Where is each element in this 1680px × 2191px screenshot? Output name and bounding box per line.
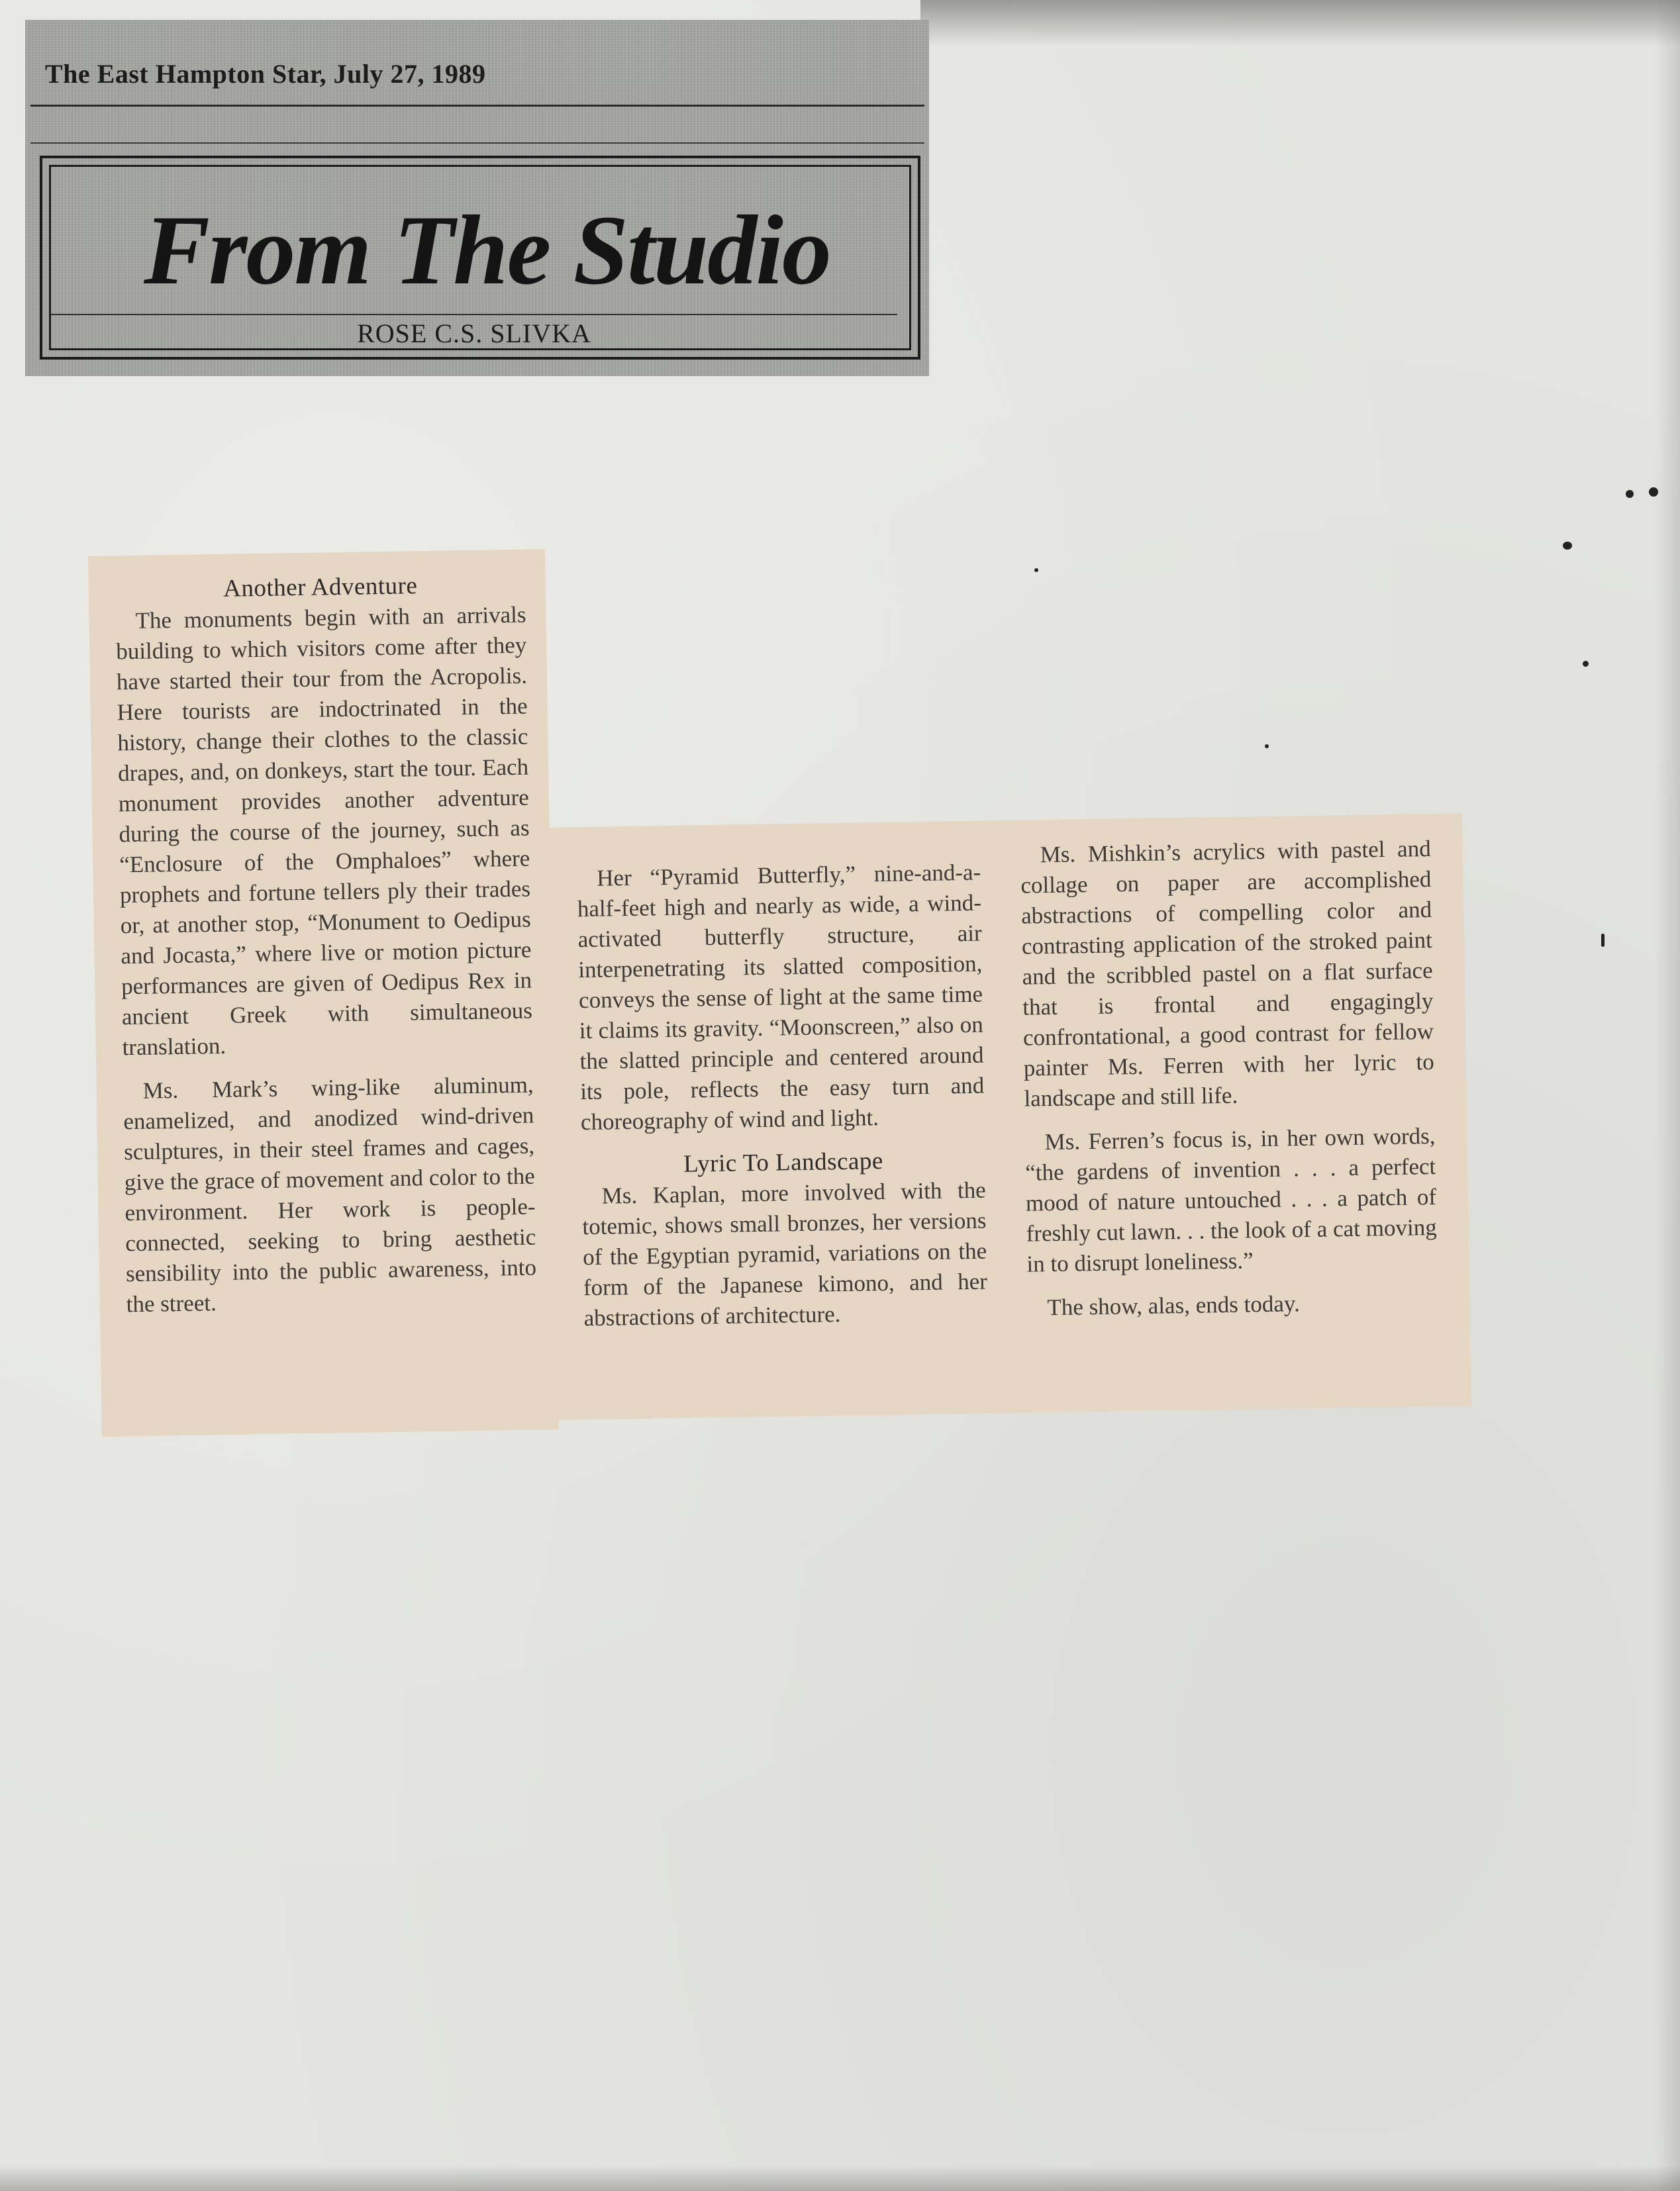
article-column-1 bbox=[115, 569, 537, 1320]
publication-line: The East Hampton Star, July 27, 1989 bbox=[45, 59, 486, 89]
byline: ROSE C.S. SLIVKA bbox=[357, 318, 591, 348]
paragraph: Her “Pyramid Butterfly,” nine-and-a-half-feet high and nearly as wide, a wind-activated butterfly structure, air interpenetrating its slatted composition, conveys the sense of light at the same time it claims its gravity. “Moonscreen,” also on the slatted principle and centered around its pole, reflects the easy turn and choreography of wind and light. bbox=[577, 859, 985, 1136]
scan-speck bbox=[1265, 744, 1269, 748]
scan-speck bbox=[1583, 661, 1589, 667]
masthead-clipping bbox=[25, 20, 929, 376]
article-clipping-left bbox=[88, 549, 559, 1437]
byline-rule bbox=[51, 314, 897, 315]
scan-speck bbox=[1601, 934, 1605, 947]
scan-shadow-top bbox=[920, 0, 1680, 46]
column-title-frame bbox=[40, 156, 920, 360]
paragraph: Ms. Mark’s wing-like aluminum, enamelized, and anodized wind-driven sculptures, in their steel frames and cages, give the grace of movement and color to the environment. Her work is people-connected, seeking to bring aesthetic sensibility into the public awareness, into the street. bbox=[123, 1071, 537, 1318]
scan-shadow-right bbox=[1655, 0, 1680, 2191]
paragraph: Ms. Mishkin’s acrylics with pastel and collage on paper are accomplished abstractions of compelling color and contrasting application of the stroked paint and the scribbled pastel on a flat surface that is frontal and engagingly confrontational, a good contrast for fellow painter Ms. Ferren with her lyric to landscape and still life. bbox=[1020, 835, 1435, 1112]
column-title: From The Studio bbox=[144, 195, 830, 305]
section-heading-lyric-to-landscape: Lyric To Landscape bbox=[683, 1147, 884, 1178]
article-clipping-right bbox=[543, 813, 1471, 1420]
scan-speck bbox=[1563, 542, 1572, 550]
paragraph: Ms. Ferren’s focus is, in her own words, “the gardens of invention . . . a perfect mood of nature untouched . . . a patch of freshly cut lawn. . . the look of a cat moving in to disrupt loneliness.” bbox=[1024, 1122, 1437, 1277]
paragraph: Ms. Kaplan, more involved with the totemic, shows small bronzes, her versions of the Egyptian pyramid, variations on the form of the Japanese kimono, and her abstractions of architecture. bbox=[582, 1177, 988, 1332]
masthead-rule bbox=[30, 105, 924, 107]
scan-shadow-bottom bbox=[0, 2165, 1680, 2191]
column-title-frame-inner bbox=[49, 165, 911, 350]
scan-speck bbox=[1649, 487, 1658, 497]
paragraph: The show, alas, ends today. bbox=[1047, 1290, 1301, 1321]
section-heading-another-adventure: Another Adventure bbox=[222, 572, 418, 603]
scan-speck bbox=[1626, 490, 1634, 498]
scan-speck bbox=[1034, 568, 1038, 572]
article-column-2 bbox=[577, 857, 988, 1334]
article-column-3 bbox=[1020, 834, 1438, 1324]
masthead-rule-secondary bbox=[30, 142, 924, 144]
paragraph: The monuments begin with an arrivals building to which visitors come after they have started their tour from the Acropolis. Here tourists are indoctrinated in the history, change their clothes to the classic drapes, and, on donkeys, start the tour. Each monument provides another adventure during the course of the journey, such as “Enclosure of the Omphaloes” where prophets and fortune tellers ply their trades or, at another stop, “Monument to Oedipus and Jocasta,” where live or motion picture performances are given of Oedipus Rex in ancient Greek with simultaneous translation. bbox=[115, 601, 533, 1061]
